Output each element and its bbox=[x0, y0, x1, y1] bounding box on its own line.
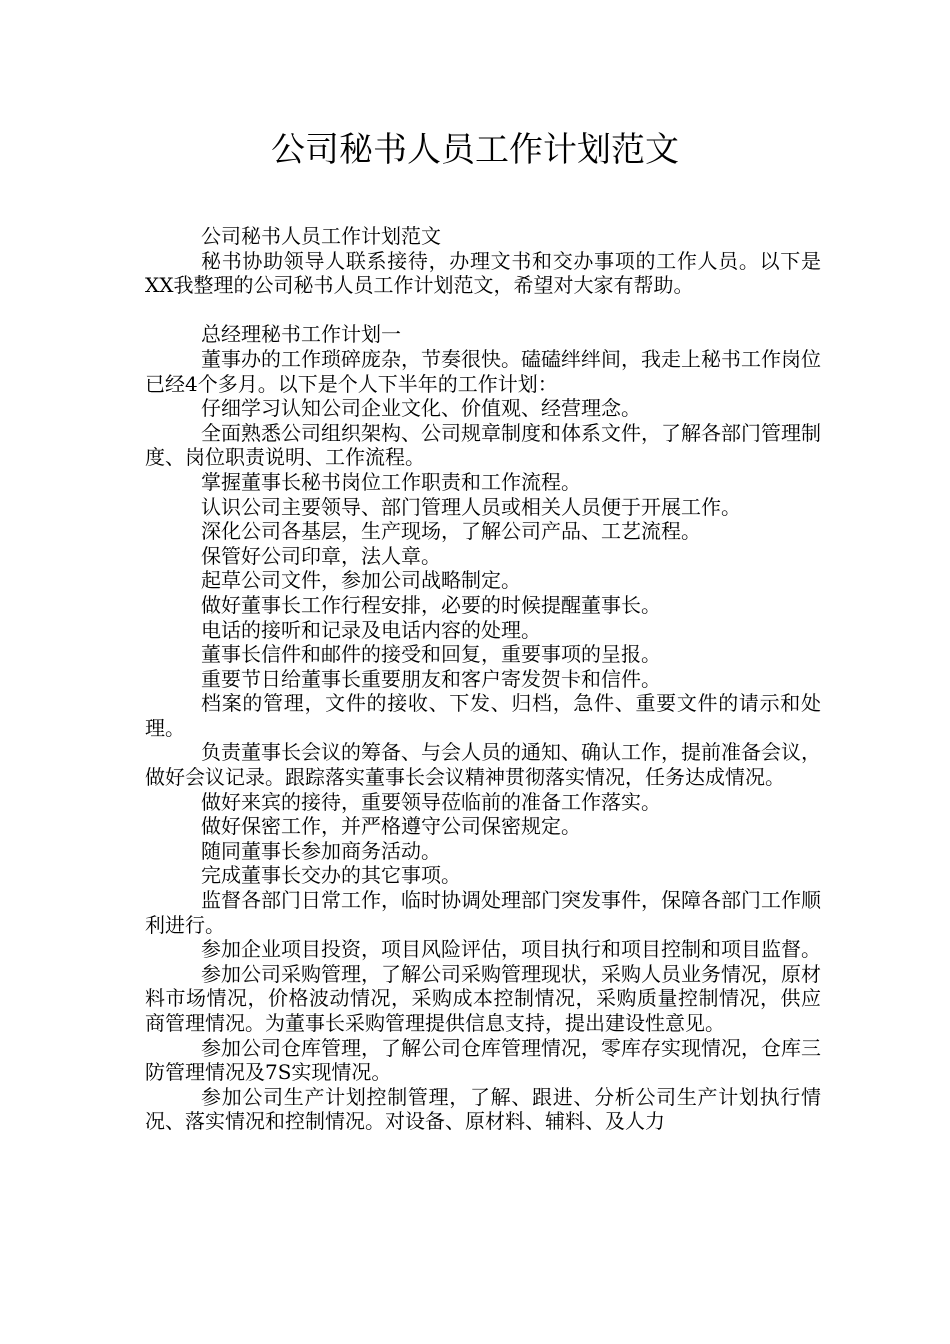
body-paragraph: 负责董事长会议的筹备、与会人员的通知、确认工作，提前准备会议，做好会议记录。跟踪落实董事长会议精神贯彻落实情况，任务达成情况。 bbox=[145, 740, 821, 790]
body-paragraph: 参加公司采购管理，了解公司采购管理现状，采购人员业务情况，原材料市场情况，价格波动情况，采购成本控制情况，采购质量控制情况，供应商管理情况。为董事长采购管理提供信息支持，提出建设性意见。 bbox=[145, 961, 821, 1035]
body-paragraph: 起草公司文件，参加公司战略制定。 bbox=[201, 568, 521, 593]
body-paragraph: 公司秘书人员工作计划范文 bbox=[201, 224, 441, 248]
body-paragraph: 做好保密工作，并严格遵守公司保密规定。 bbox=[201, 814, 581, 839]
document-title: 公司秘书人员工作计划范文 bbox=[271, 130, 679, 170]
body-paragraph: 随同董事长参加商务活动。 bbox=[201, 838, 441, 863]
body-paragraph: 做好来宾的接待，重要领导莅临前的准备工作落实。 bbox=[201, 789, 661, 814]
body-paragraph: 完成董事长交办的其它事项。 bbox=[201, 863, 461, 888]
body-paragraph: 档案的管理，文件的接收、下发、归档，急件、重要文件的请示和处理。 bbox=[145, 691, 821, 740]
document-body bbox=[145, 224, 821, 1134]
body-paragraph: 全面熟悉公司组织架构、公司规章制度和体系文件，了解各部门管理制度、岗位职责说明、工作流程。 bbox=[145, 420, 821, 470]
body-paragraph: 保管好公司印章，法人章。 bbox=[201, 543, 441, 568]
body-paragraph: 总经理秘书工作计划一 bbox=[201, 322, 401, 347]
body-paragraph: 重要节日给董事长重要朋友和客户寄发贺卡和信件。 bbox=[201, 666, 661, 691]
body-paragraph: 掌握董事长秘书岗位工作职责和工作流程。 bbox=[201, 469, 581, 494]
body-paragraph: 参加企业项目投资，项目风险评估，项目执行和项目控制和项目监督。 bbox=[201, 937, 821, 962]
body-paragraph: 参加公司生产计划控制管理，了解、跟进、分析公司生产计划执行情况、落实情况和控制情况。对设备、原材料、辅料、及人力 bbox=[145, 1084, 821, 1134]
paragraph-spacer bbox=[145, 298, 821, 323]
body-paragraph: 董事长信件和邮件的接受和回复，重要事项的呈报。 bbox=[201, 642, 661, 667]
body-paragraph: 监督各部门日常工作，临时协调处理部门突发事件，保障各部门工作顺利进行。 bbox=[145, 888, 821, 937]
body-paragraph: 仔细学习认知公司企业文化、价值观、经营理念。 bbox=[201, 396, 641, 421]
body-paragraph: 秘书协助领导人联系接待，办理文书和交办事项的工作人员。以下是XX我整理的公司秘书人员工作计划范文，希望对大家有帮助。 bbox=[145, 248, 821, 298]
body-paragraph: 参加公司仓库管理，了解公司仓库管理情况，零库存实现情况，仓库三防管理情况及7S实现情况。 bbox=[145, 1035, 821, 1085]
body-paragraph: 认识公司主要领导、部门管理人员或相关人员便于开展工作。 bbox=[201, 494, 741, 519]
body-paragraph: 电话的接听和记录及电话内容的处理。 bbox=[201, 617, 541, 642]
body-paragraph: 董事办的工作琐碎庞杂，节奏很快。磕磕绊绊间，我走上秘书工作岗位已经4个多月。以下是个人下半年的工作计划： bbox=[145, 346, 821, 396]
body-paragraph: 做好董事长工作行程安排，必要的时候提醒董事长。 bbox=[201, 592, 661, 617]
body-paragraph: 深化公司各基层，生产现场，了解公司产品、工艺流程。 bbox=[201, 519, 701, 544]
